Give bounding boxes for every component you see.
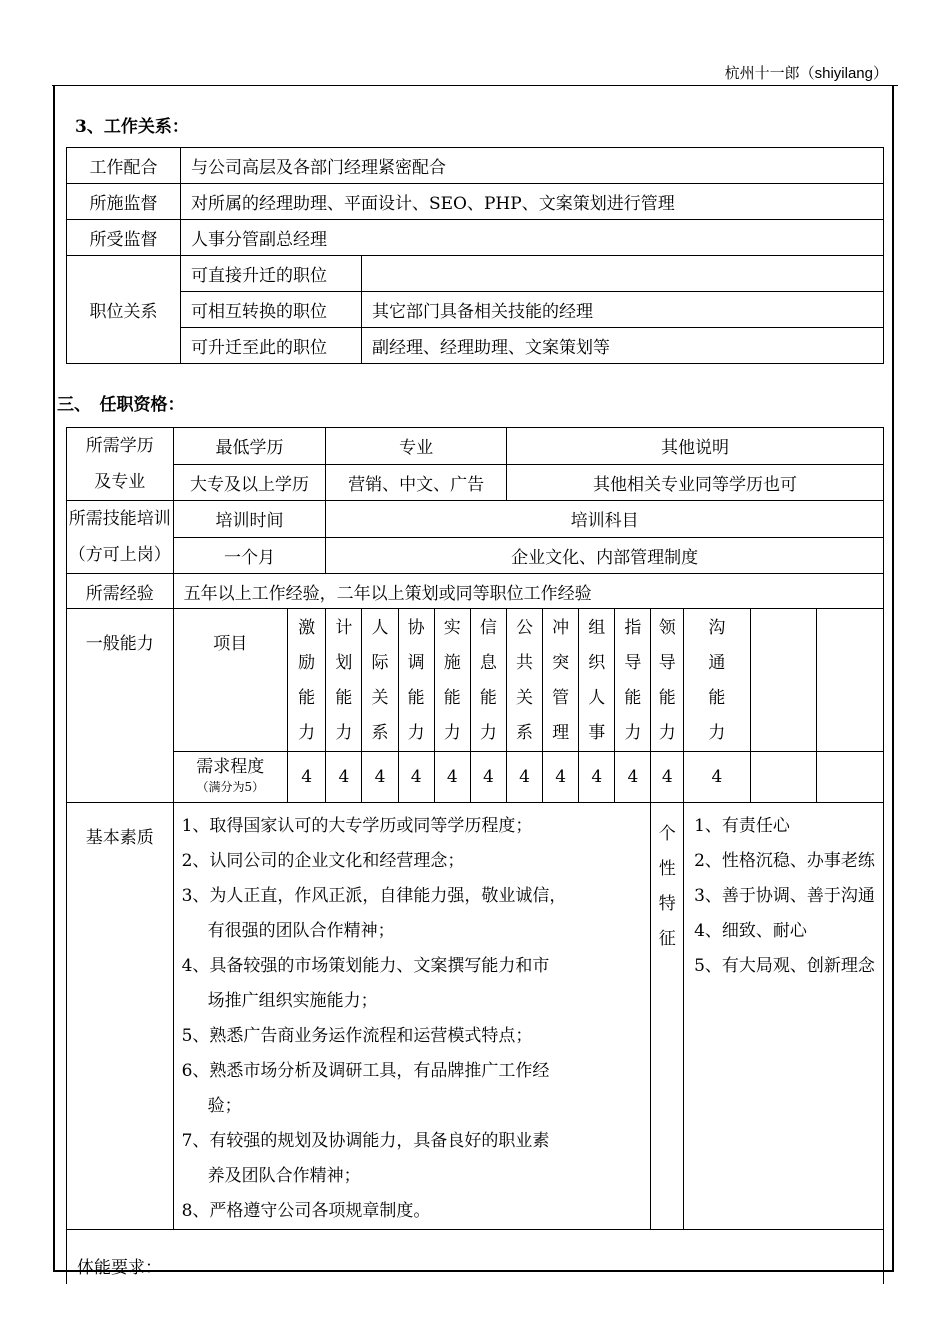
edu-value-other: 其他相关专业同等学历也可 — [506, 464, 883, 501]
list-item: 7、有较强的规划及协调能力，具备良好的职业素 — [181, 1131, 550, 1151]
page-header: 杭州十一郎（shiyilang） — [724, 65, 888, 82]
table-row — [67, 752, 884, 803]
edu-label-cell — [67, 428, 174, 501]
physical-requirements: 体能要求： — [67, 1230, 884, 1284]
table-row — [67, 1230, 884, 1284]
work-relations-table — [66, 147, 884, 364]
edu-header-major: 专业 — [326, 428, 507, 465]
exp-label: 所需经验 — [67, 574, 174, 609]
list-item: 4、细致、耐心 — [694, 921, 807, 941]
list-item: 1、取得国家认可的大专学历或同等学历程度； — [181, 816, 533, 836]
train-label-2: （方可上岗） — [68, 545, 171, 565]
train-value-subject: 企业文化、内部管理制度 — [326, 537, 884, 574]
empty-skill-cell — [750, 609, 817, 752]
skill-cell: 组 织 人 事 — [579, 609, 615, 752]
skill-cell: 人 际 关 系 — [362, 609, 398, 752]
skill-cell: 激 励 能 力 — [287, 609, 325, 752]
value-cell: 副经理、经理助理、文案策划等 — [362, 328, 884, 364]
skill-cell: 指 导 能 力 — [615, 609, 651, 752]
personality-list — [684, 803, 884, 1230]
skill-cell: 实 施 能 力 — [434, 609, 470, 752]
list-item: 8、严格遵守公司各项规章制度。 — [181, 1201, 431, 1221]
list-item: 4、具备较强的市场策划能力、文案撰写能力和市 — [181, 956, 550, 976]
score-cell: 4 — [543, 752, 579, 803]
ability-label: 一般能力 — [67, 609, 174, 803]
list-item: 6、熟悉市场分析及调研工具，有品牌推广工作经 — [181, 1061, 550, 1081]
train-header-time: 培训时间 — [173, 501, 326, 538]
ability-item-header: 项目 — [173, 609, 287, 752]
score-cell: 4 — [434, 752, 470, 803]
label-cell: 可升迁至此的职位 — [181, 328, 362, 364]
list-item: 2、认同公司的企业文化和经营理念； — [181, 851, 465, 871]
personality-label: 个 性 特 征 — [651, 803, 684, 1230]
list-item: 养及团队合作精神； — [207, 1166, 361, 1186]
value-cell: 对所属的经理助理、平面设计、SEO、PHP、文案策划进行管理 — [181, 184, 884, 220]
list-item: 3、善于协调、善于沟通 — [694, 886, 875, 906]
edu-header-min: 最低学历 — [173, 428, 326, 465]
value-cell: 其它部门具备相关技能的经理 — [362, 292, 884, 328]
list-item: 有很强的团队合作精神； — [207, 921, 395, 941]
train-label-cell — [67, 501, 174, 574]
table-row — [67, 464, 884, 501]
table-row — [67, 609, 884, 752]
edu-label-1: 所需学历 — [85, 436, 154, 456]
train-header-subject: 培训科目 — [326, 501, 884, 538]
basic-label: 基本素质 — [67, 803, 174, 1230]
label-cell: 所受监督 — [67, 220, 181, 256]
label-cell: 所施监督 — [67, 184, 181, 220]
requirement-label — [173, 752, 287, 803]
requirement-title: 需求程度 — [196, 757, 265, 777]
list-item: 5、熟悉广告商业务运作流程和运营模式特点； — [181, 1026, 533, 1046]
list-item: 5、有大局观、创新理念 — [694, 956, 875, 976]
table-row — [67, 537, 884, 574]
train-label-1: 所需技能培训 — [68, 509, 171, 529]
edu-label-2: 及专业 — [94, 472, 146, 492]
list-item: 2、性格沉稳、办事老练 — [694, 851, 875, 871]
skill-cell: 公 共 关 系 — [506, 609, 542, 752]
table-row — [67, 184, 884, 220]
list-item: 验； — [207, 1096, 242, 1116]
label-cell: 可相互转换的职位 — [181, 292, 362, 328]
score-cell: 4 — [326, 752, 362, 803]
qualification-title: 三、 任职资格： — [57, 395, 185, 415]
score-cell: 4 — [362, 752, 398, 803]
table-row — [67, 574, 884, 609]
label-cell: 工作配合 — [67, 148, 181, 184]
empty-score-cell — [817, 752, 884, 803]
skill-cell: 协 调 能 力 — [398, 609, 434, 752]
empty-skill-cell — [817, 609, 884, 752]
qualification-table — [66, 427, 884, 1284]
table-row — [67, 220, 884, 256]
edu-value-min: 大专及以上学历 — [173, 464, 326, 501]
score-cell: 4 — [470, 752, 506, 803]
skill-cell: 沟 通 能 力 — [684, 609, 751, 752]
edu-header-other: 其他说明 — [506, 428, 883, 465]
section3-title: 3、工作关系： — [75, 117, 189, 137]
table-row — [67, 292, 884, 328]
edu-value-major: 营销、中文、广告 — [326, 464, 507, 501]
skill-cell: 信 息 能 力 — [470, 609, 506, 752]
position-label-cell: 职位关系 — [67, 256, 181, 364]
skill-cell: 冲 突 管 理 — [543, 609, 579, 752]
table-row — [67, 256, 884, 292]
requirement-note: （满分为5） — [196, 780, 265, 794]
score-cell: 4 — [684, 752, 751, 803]
label-cell: 可直接升迁的职位 — [181, 256, 362, 292]
score-cell: 4 — [651, 752, 684, 803]
train-value-time: 一个月 — [173, 537, 326, 574]
list-item: 1、有责任心 — [694, 816, 790, 836]
score-cell: 4 — [287, 752, 325, 803]
list-item: 场推广组织实施能力； — [207, 991, 378, 1011]
skill-cell: 计 划 能 力 — [326, 609, 362, 752]
table-row — [67, 803, 884, 1230]
basic-list — [173, 803, 651, 1230]
empty-score-cell — [750, 752, 817, 803]
table-row — [67, 148, 884, 184]
table-row — [67, 428, 884, 465]
value-cell — [362, 256, 884, 292]
value-cell: 与公司高层及各部门经理紧密配合 — [181, 148, 884, 184]
score-cell: 4 — [579, 752, 615, 803]
skill-cell: 领 导 能 力 — [651, 609, 684, 752]
value-cell: 人事分管副总经理 — [181, 220, 884, 256]
score-cell: 4 — [615, 752, 651, 803]
exp-value: 五年以上工作经验，二年以上策划或同等职位工作经验 — [173, 574, 883, 609]
score-cell: 4 — [506, 752, 542, 803]
table-row — [67, 328, 884, 364]
score-cell: 4 — [398, 752, 434, 803]
list-item: 3、为人正直，作风正派，自律能力强，敬业诚信， — [181, 886, 567, 906]
table-row — [67, 501, 884, 538]
